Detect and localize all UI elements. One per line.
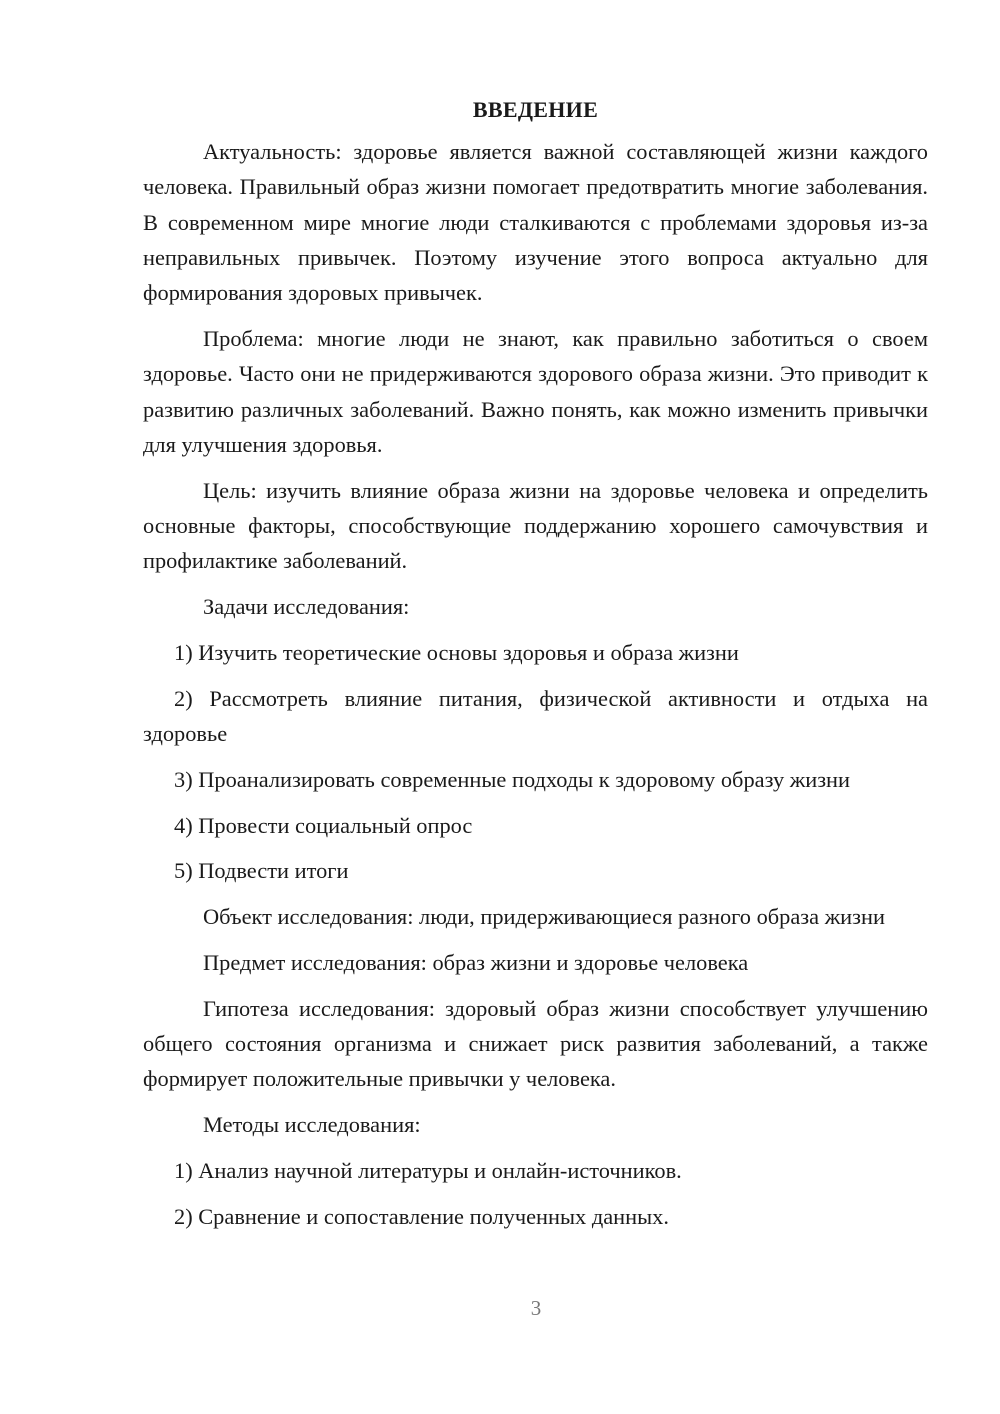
task-item-1: 1) Изучить теоретические основы здоровья и образа жизни bbox=[174, 639, 739, 665]
document-page bbox=[143, 92, 928, 1245]
paragraph-subject: Предмет исследования: образ жизни и здоровье человека bbox=[203, 949, 749, 975]
task-item-4: 4) Провести социальный опрос bbox=[174, 812, 473, 838]
paragraph-object: Объект исследования: люди, придерживающиеся разного образа жизни bbox=[203, 904, 885, 930]
method-item-2: 2) Сравнение и сопоставление полученных данных. bbox=[174, 1203, 669, 1229]
paragraph-hypothesis: Гипотеза исследования: здоровый образ жизни способствует улучшению общего состояния организма и снижает риск развития заболеваний, а также формирует положительные привычки у человека. bbox=[143, 995, 928, 1092]
section-heading: ВВЕДЕНИЕ bbox=[472, 97, 599, 122]
page-number: 3 bbox=[530, 1296, 542, 1320]
method-item-1: 1) Анализ научной литературы и онлайн-источников. bbox=[174, 1157, 682, 1183]
paragraph-relevance: Актуальность: здоровье является важной составляющей жизни каждого человека. Правильный образ жизни помогает предотвратить многие заболевания. В современном мире многие люди сталкиваются с проблемами здоровья из-за неправильных привычек. Поэтому изучение этого вопроса актуально для формирования здоровых привычек. bbox=[143, 139, 928, 306]
task-item-3: 3) Проанализировать современные подходы к здоровому образу жизни bbox=[174, 766, 851, 792]
task-item-2: 2) Рассмотреть влияние питания, физической активности и отдыха на здоровье bbox=[143, 685, 928, 746]
task-item-5: 5) Подвести итоги bbox=[174, 858, 349, 884]
methods-title: Методы исследования: bbox=[203, 1112, 421, 1138]
paragraph-goal: Цель: изучить влияние образа жизни на здоровье человека и определить основные факторы, способствующие поддержанию хорошего самочувствия и профилактике заболеваний. bbox=[143, 477, 928, 574]
tasks-title: Задачи исследования: bbox=[203, 594, 410, 620]
paragraph-problem: Проблема: многие люди не знают, как правильно заботиться о своем здоровье. Часто они не придерживаются здорового образа жизни. Это приводит к развитию различных заболеваний. Важно понять, как можно изменить привычки для улучшения здоровья. bbox=[143, 325, 928, 457]
